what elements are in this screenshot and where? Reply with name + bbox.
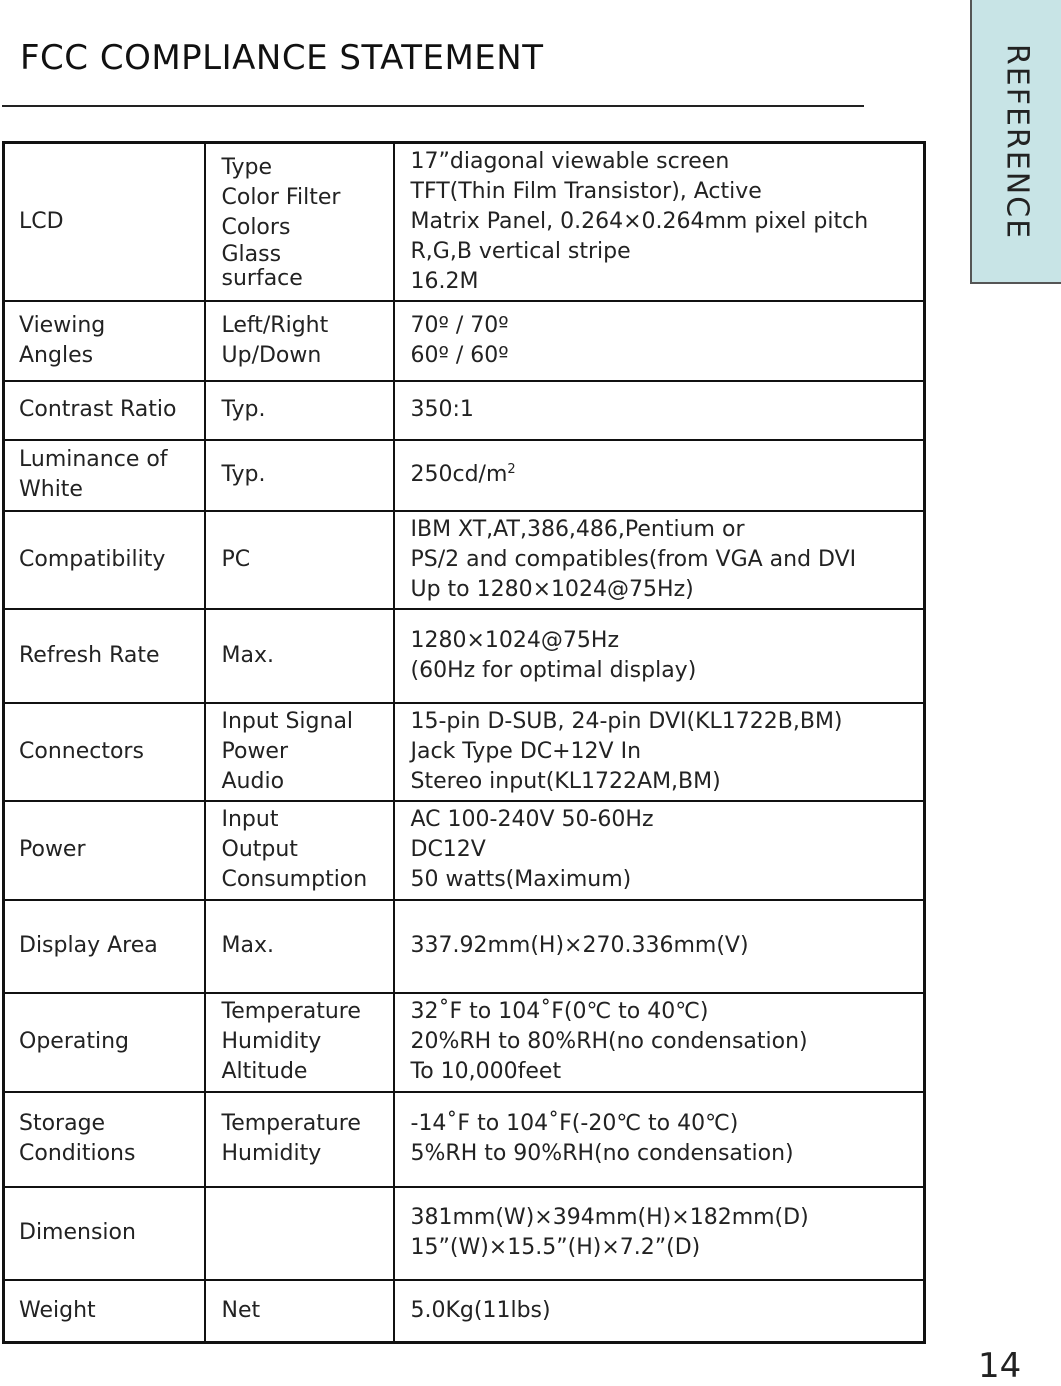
- spec-label: Operating: [4, 993, 205, 1092]
- spec-value-text: 20%RH to 80%RH(no condensation): [410, 1029, 808, 1054]
- spec-value: [411, 626, 910, 656]
- spec-value-text: 17”diagonal viewable screen: [410, 148, 730, 174]
- spec-param: Temperature: [221, 999, 361, 1024]
- spec-param-cell: [205, 381, 394, 440]
- spec-row: [4, 1092, 925, 1187]
- spec-label: [4, 1092, 205, 1187]
- spec-value-cell: [394, 511, 925, 609]
- spec-value-text: 60º / 60º: [410, 342, 509, 368]
- spec-row: [4, 609, 925, 703]
- spec-label: Contrast Ratio: [4, 381, 205, 440]
- spec-value-cell: [394, 703, 925, 801]
- spec-value-text: 250cd/m: [410, 462, 508, 487]
- spec-value: [411, 515, 910, 545]
- spec-label-text: Storage Conditions: [19, 1111, 136, 1166]
- spec-label: [4, 440, 205, 511]
- spec-value-text: 15”(W)×15.5”(H)×7.2”(D): [410, 1235, 701, 1260]
- spec-param-cell: [205, 1092, 394, 1187]
- page-title: FCC COMPLIANCE STATEMENT: [20, 38, 544, 78]
- spec-value-text: Stereo input(KL1722AM,BM): [410, 768, 721, 794]
- spec-value: [411, 147, 910, 177]
- spec-value: [411, 1296, 910, 1326]
- spec-param: Colors: [221, 214, 291, 240]
- spec-value-text: 5.0Kg(11lbs): [410, 1297, 551, 1323]
- spec-value-text: 32˚F to 104˚F(0℃ to 40℃): [410, 999, 709, 1024]
- spec-value: [411, 1139, 910, 1169]
- spec-param: Net: [221, 1297, 261, 1323]
- spec-value-text: Up to 1280×1024@75Hz): [410, 576, 694, 602]
- spec-value-text: PS/2 and compatibles(from VGA and DVI: [410, 546, 857, 572]
- spec-value-cell: [394, 993, 925, 1092]
- spec-row: [4, 440, 925, 511]
- spec-value: [411, 545, 910, 575]
- spec-param: Input: [221, 807, 279, 832]
- spec-param-cell: [205, 993, 394, 1092]
- spec-value: [411, 1057, 910, 1087]
- spec-value: [411, 931, 910, 961]
- spec-param: Type: [221, 154, 273, 180]
- spec-value: [411, 707, 910, 737]
- spec-value: [411, 737, 910, 767]
- spec-value: [411, 767, 910, 797]
- spec-value-text: TFT(Thin Film Transistor), Active: [410, 178, 762, 204]
- spec-label: Compatibility: [4, 511, 205, 609]
- spec-label: [4, 301, 205, 381]
- spec-param: Humidity: [221, 1141, 322, 1166]
- spec-row: [4, 703, 925, 801]
- spec-param-cell: [205, 301, 394, 381]
- spec-param: Altitude: [221, 1059, 308, 1084]
- spec-value-text: AC 100-240V 50-60Hz: [410, 807, 654, 832]
- spec-param: Typ.: [221, 397, 266, 422]
- spec-value-cell: [394, 1280, 925, 1343]
- spec-value-text: (60Hz for optimal display): [410, 657, 697, 683]
- spec-label-text: Luminance of White: [19, 447, 168, 502]
- spec-param: Left/Right: [221, 312, 329, 338]
- spec-value-cell: [394, 609, 925, 703]
- spec-param: Typ.: [221, 462, 266, 487]
- spec-value-text: R,G,B vertical stripe: [410, 238, 631, 264]
- spec-param-cell: [205, 143, 394, 301]
- spec-param: Up/Down: [221, 342, 322, 368]
- spec-param: Consumption: [221, 867, 368, 892]
- spec-value-text: 381mm(W)×394mm(H)×182mm(D): [410, 1205, 809, 1230]
- spec-param-cell: [205, 900, 394, 993]
- spec-value: [411, 997, 910, 1027]
- spec-value: [411, 460, 910, 490]
- spec-label: Weight: [4, 1280, 205, 1343]
- spec-value-text: DC12V: [410, 837, 486, 862]
- spec-param: Glass: [221, 241, 282, 267]
- spec-value: [411, 835, 910, 865]
- spec-value-cell: [394, 301, 925, 381]
- spec-param: Humidity: [221, 1029, 322, 1054]
- spec-row: [4, 511, 925, 609]
- spec-value-text: 70º / 70º: [410, 312, 509, 338]
- spec-value: [411, 865, 910, 895]
- spec-value: [411, 207, 910, 237]
- spec-value: [411, 237, 910, 267]
- spec-label: Refresh Rate: [4, 609, 205, 703]
- spec-param: Max.: [221, 933, 274, 958]
- spec-label: Power: [4, 801, 205, 900]
- spec-param-cell: [205, 609, 394, 703]
- spec-value-cell: [394, 143, 925, 301]
- spec-value-text: IBM XT,AT,386,486,Pentium or: [410, 516, 745, 542]
- spec-value: [411, 1233, 910, 1263]
- spec-value-cell: [394, 1092, 925, 1187]
- spec-value: [411, 1109, 910, 1139]
- page-number: 14: [978, 1346, 1022, 1386]
- spec-param: PC: [221, 546, 251, 572]
- spec-param-cell: [205, 511, 394, 609]
- spec-row: [4, 301, 925, 381]
- spec-value: [411, 1027, 910, 1057]
- spec-param: Output: [221, 837, 298, 862]
- spec-value-text: Jack Type DC+12V In: [410, 738, 642, 764]
- spec-param: Temperature: [221, 1111, 361, 1136]
- spec-value: [411, 656, 910, 686]
- spec-value: [411, 395, 910, 425]
- spec-value-text: 16.2M: [410, 268, 479, 294]
- spec-value-text: 337.92mm(H)×270.336mm(V): [410, 933, 749, 958]
- spec-value: [411, 341, 910, 371]
- spec-value: [411, 575, 910, 605]
- spec-value-cell: [394, 440, 925, 511]
- spec-value: [411, 177, 910, 207]
- spec-row: [4, 381, 925, 440]
- spec-value: [411, 311, 910, 341]
- spec-table: [2, 141, 926, 1344]
- spec-row: [4, 143, 925, 301]
- spec-value: [411, 805, 910, 835]
- spec-param: Color Filter: [221, 184, 341, 210]
- spec-value-text: To 10,000feet: [410, 1059, 562, 1084]
- spec-param-cell: [205, 703, 394, 801]
- spec-label: Connectors: [4, 703, 205, 801]
- spec-label: Display Area: [4, 900, 205, 993]
- spec-value-cell: [394, 1187, 925, 1280]
- spec-param: Max.: [221, 642, 274, 668]
- superscript: 2: [507, 462, 516, 477]
- spec-value-text: 350:1: [410, 397, 474, 422]
- spec-param: Input Signal: [221, 708, 354, 734]
- spec-label: Dimension: [4, 1187, 205, 1280]
- side-tab-label: REFERENCE: [999, 43, 1034, 241]
- spec-label-text: Viewing Angles: [19, 312, 106, 368]
- spec-value-text: 15-pin D-SUB, 24-pin DVI(KL1722B,BM): [410, 708, 843, 734]
- spec-value-text: Matrix Panel, 0.264×0.264mm pixel pitch: [410, 208, 869, 234]
- spec-value-text: 50 watts(Maximum): [410, 867, 632, 892]
- spec-param-cell: [205, 1280, 394, 1343]
- spec-row: [4, 1187, 925, 1280]
- spec-value-text: 1280×1024@75Hz: [410, 627, 619, 653]
- spec-value-text: 5%RH to 90%RH(no condensation): [410, 1141, 794, 1166]
- spec-row: [4, 900, 925, 993]
- spec-value: [411, 267, 910, 297]
- spec-param: surface: [221, 265, 303, 291]
- spec-value-cell: [394, 900, 925, 993]
- spec-param-cell: [205, 440, 394, 511]
- spec-param: Power: [221, 738, 289, 764]
- spec-row: [4, 993, 925, 1092]
- spec-row: [4, 801, 925, 900]
- spec-param-cell: [205, 801, 394, 900]
- spec-label: LCD: [4, 143, 205, 301]
- spec-value-text: -14˚F to 104˚F(-20℃ to 40℃): [410, 1111, 739, 1136]
- spec-param-cell: [205, 1187, 394, 1280]
- spec-row: [4, 1280, 925, 1343]
- spec-value-cell: [394, 801, 925, 900]
- reference-side-tab: [970, 0, 1061, 284]
- spec-param: Audio: [221, 768, 285, 794]
- spec-value-cell: [394, 381, 925, 440]
- spec-value: [411, 1203, 910, 1233]
- title-divider: [2, 105, 864, 107]
